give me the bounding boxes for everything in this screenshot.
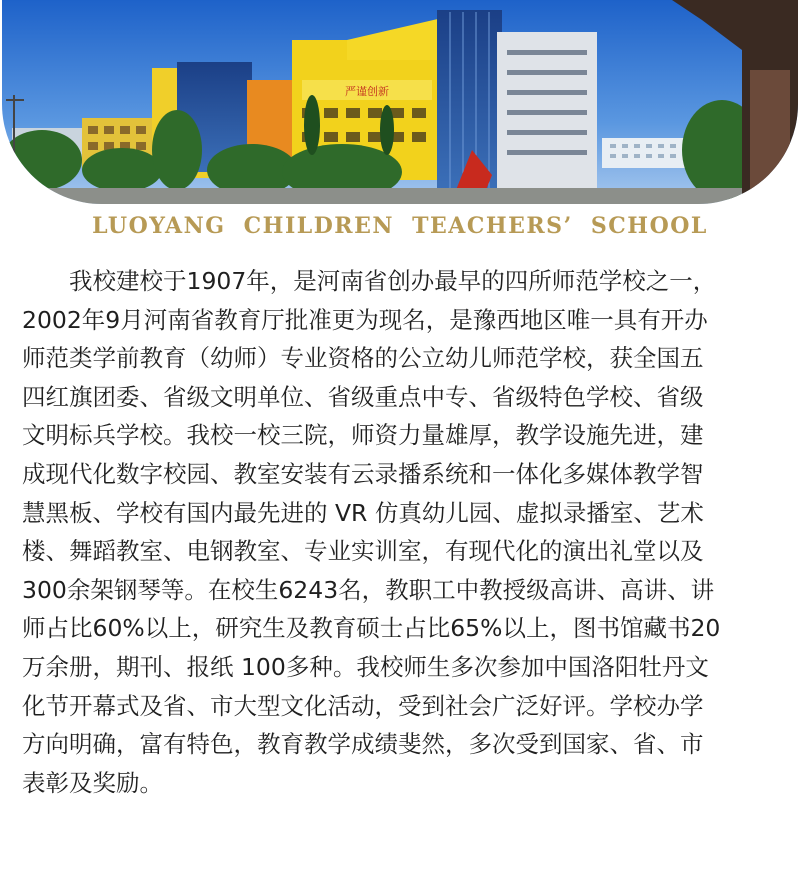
school-introduction-paragraph bbox=[22, 262, 782, 802]
paragraph-line: 2002年9月河南省教育厅批准更为现名，是豫西地区唯一具有开办 bbox=[22, 305, 708, 334]
paragraph-line: 师占比60%以上，研究生及教育硕士占比65%以上，图书馆藏书20 bbox=[22, 614, 721, 643]
banner-sign-text: 严谨创新 bbox=[345, 85, 389, 98]
paragraph-line: 文明标兵学校。我校一校三院，师资力量雄厚，教学设施先进，建 bbox=[22, 421, 704, 450]
paragraph-line: 万余册，期刊、报纸 100多种。我校师生多次参加中国洛阳牡丹文 bbox=[22, 652, 709, 681]
paragraph-line: 我校建校于1907年，是河南省创办最早的四所师范学校之一， bbox=[69, 267, 717, 295]
paragraph-line: 师范类学前教育（幼师）专业资格的公立幼儿师范学校，获全国五 bbox=[22, 344, 704, 373]
paragraph-line: 化节开幕式及省、市大型文化活动，受到社会广泛好评。学校办学 bbox=[22, 691, 704, 720]
campus-building-illustration bbox=[2, 0, 798, 204]
paragraph-line: 楼、舞蹈教室、电钢教室、专业实训室，有现代化的演出礼堂以及 bbox=[22, 537, 704, 566]
paragraph-line: 慧黑板、学校有国内最先进的 VR 仿真幼儿园、虚拟录播室、艺术 bbox=[22, 498, 704, 527]
paragraph-line: 表彰及奖励。 bbox=[22, 768, 163, 797]
paragraph-line: 四红旗团委、省级文明单位、省级重点中专、省级特色学校、省级 bbox=[22, 382, 704, 411]
school-title: LUOYANG CHILDREN TEACHERS’ SCHOOL bbox=[92, 213, 708, 239]
paragraph-line: 方向明确，富有特色，教育教学成绩斐然，多次受到国家、省、市 bbox=[22, 730, 704, 759]
paragraph-line: 成现代化数字校园、教室安装有云录播系统和一体化多媒体教学智 bbox=[22, 459, 704, 488]
paragraph-line: 300余架钢琴等。在校生6243名，教职工中教授级高讲、高讲、讲 bbox=[22, 575, 715, 604]
campus-banner-photo bbox=[2, 0, 798, 204]
